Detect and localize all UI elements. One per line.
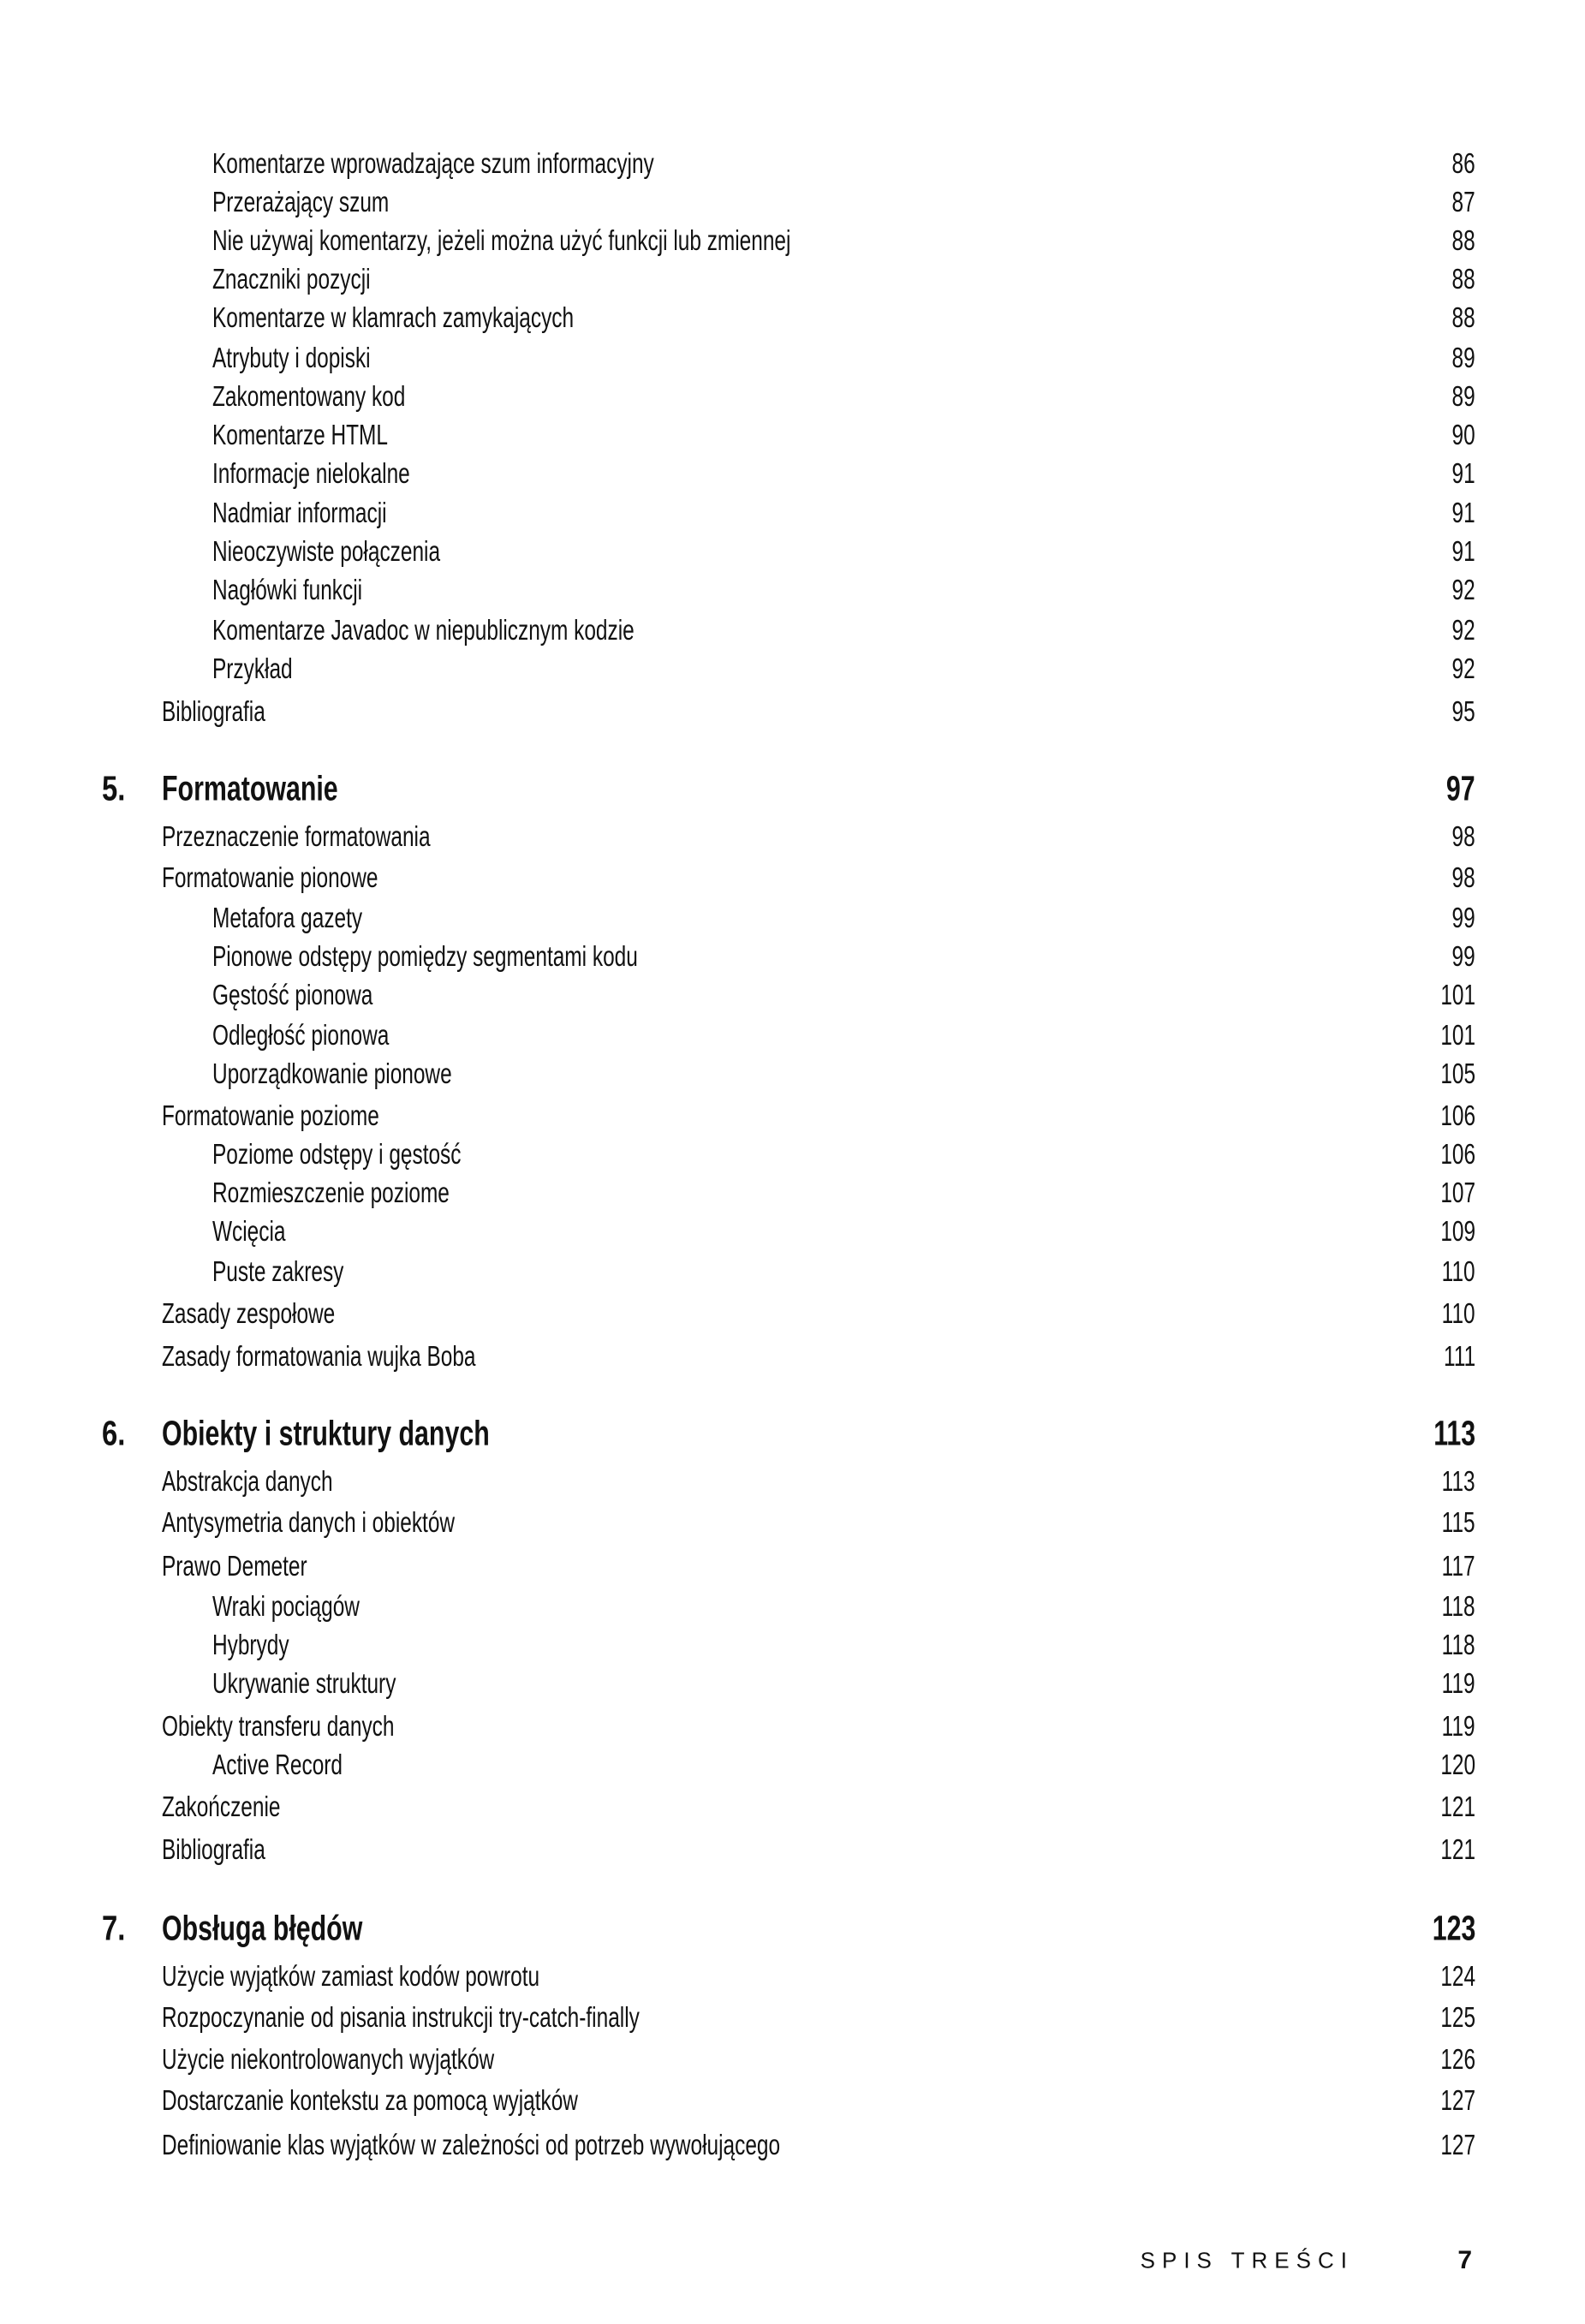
entry-page-number: 118	[1442, 1629, 1475, 1660]
running-footer-label: SPIS TREŚCI	[1140, 2247, 1354, 2273]
entry-page-number: 88	[1451, 301, 1475, 333]
chapter-number: 5.	[102, 768, 126, 808]
entry-page-number: 99	[1451, 940, 1475, 972]
entry-title: Zakomentowany kod	[212, 380, 406, 412]
entry-page-number: 113	[1442, 1465, 1475, 1497]
entry-title: Wraki pociągów	[212, 1590, 360, 1622]
entry-page-number: 91	[1451, 457, 1475, 489]
entry-title: Przerażający szum	[212, 186, 390, 218]
entry-page-number: 91	[1451, 497, 1475, 528]
entry-title: Komentarze w klamrach zamykających	[212, 301, 575, 333]
entry-title: Uporządkowanie pionowe	[212, 1058, 452, 1089]
entry-title: Hybrydy	[212, 1629, 289, 1660]
entry-page-number: 92	[1451, 653, 1475, 684]
entry-page-number: 99	[1451, 902, 1475, 933]
entry-page-number: 97	[1446, 768, 1475, 808]
entry-page-number: 110	[1442, 1297, 1475, 1329]
entry-title: Obiekty transferu danych	[162, 1710, 395, 1742]
entry-page-number: 88	[1451, 263, 1475, 295]
entry-title: Zasady formatowania wujka Boba	[162, 1340, 476, 1372]
entry-page-number: 98	[1451, 820, 1475, 852]
entry-page-number: 127	[1440, 2129, 1475, 2160]
toc-entry	[0, 1833, 1585, 1892]
entry-page-number: 125	[1440, 2001, 1475, 2033]
entry-title: Pionowe odstępy pomiędzy segmentami kodu	[212, 940, 638, 972]
entry-title: Prawo Demeter	[162, 1550, 307, 1582]
entry-title: Atrybuty i dopiski	[212, 342, 371, 373]
entry-title: Poziome odstępy i gęstość	[212, 1138, 462, 1170]
entry-page-number: 113	[1433, 1413, 1475, 1453]
entry-page-number: 106	[1440, 1099, 1475, 1131]
entry-page-number: 109	[1440, 1215, 1475, 1247]
entry-page-number: 123	[1432, 1908, 1475, 1948]
entry-title: Wcięcia	[212, 1215, 286, 1247]
entry-title: Bibliografia	[162, 695, 265, 727]
entry-page-number: 91	[1451, 535, 1475, 567]
entry-title: Przykład	[212, 653, 293, 684]
entry-title: Zasady zespołowe	[162, 1297, 336, 1329]
entry-title: Nie używaj komentarzy, jeżeli można użyć funkcji lub zmiennej	[212, 224, 791, 256]
entry-page-number: 105	[1440, 1058, 1475, 1089]
entry-page-number: 110	[1442, 1255, 1475, 1287]
entry-page-number: 89	[1451, 342, 1475, 373]
entry-page-number: 124	[1440, 1960, 1475, 1992]
entry-page-number: 117	[1442, 1550, 1475, 1582]
chapter-number: 6.	[102, 1413, 126, 1453]
entry-page-number: 121	[1440, 1791, 1475, 1822]
entry-page-number: 106	[1440, 1138, 1475, 1170]
entry-title: Zakończenie	[162, 1791, 281, 1822]
entry-title: Rozmieszczenie poziome	[212, 1177, 450, 1208]
entry-title: Metafora gazety	[212, 902, 363, 933]
entry-title: Definiowanie klas wyjątków w zależności od potrzeb wywołującego	[162, 2129, 781, 2160]
entry-page-number: 126	[1440, 2043, 1475, 2075]
page-number: 7	[1457, 2246, 1472, 2274]
entry-page-number: 92	[1451, 614, 1475, 646]
entry-title: Komentarze Javadoc w niepublicznym kodzie	[212, 614, 635, 646]
entry-title: Formatowanie poziome	[162, 1099, 379, 1131]
toc-entry	[0, 1340, 1585, 1399]
entry-title: Active Record	[212, 1749, 343, 1780]
entry-title: Odległość pionowa	[212, 1019, 390, 1051]
chapter-title: Obsługa błędów	[162, 1908, 363, 1948]
chapter-number: 7.	[102, 1908, 126, 1948]
entry-title: Przeznaczenie formatowania	[162, 820, 431, 852]
entry-title: Komentarze HTML	[212, 419, 388, 450]
entry-title: Znaczniki pozycji	[212, 263, 371, 295]
chapter-title: Formatowanie	[162, 768, 338, 808]
entry-page-number: 107	[1440, 1177, 1475, 1208]
entry-page-number: 111	[1443, 1340, 1475, 1372]
entry-page-number: 120	[1440, 1749, 1475, 1780]
entry-title: Dostarczanie kontekstu za pomocą wyjątków	[162, 2084, 578, 2116]
entry-page-number: 88	[1451, 224, 1475, 256]
entry-page-number: 87	[1451, 186, 1475, 218]
entry-page-number: 86	[1451, 147, 1475, 179]
entry-title: Bibliografia	[162, 1833, 265, 1865]
entry-title: Antysymetria danych i obiektów	[162, 1506, 456, 1538]
entry-title: Komentarze wprowadzające szum informacyjny	[212, 147, 654, 179]
entry-page-number: 89	[1451, 380, 1475, 412]
entry-title: Nieoczywiste połączenia	[212, 535, 441, 567]
entry-page-number: 119	[1442, 1710, 1475, 1742]
entry-title: Gęstość pionowa	[212, 979, 373, 1010]
toc-entry	[0, 2129, 1585, 2188]
entry-page-number: 101	[1440, 1019, 1475, 1051]
entry-title: Abstrakcja danych	[162, 1465, 333, 1497]
entry-page-number: 98	[1451, 861, 1475, 893]
entry-title: Ukrywanie struktury	[212, 1667, 396, 1699]
entry-page-number: 92	[1451, 574, 1475, 605]
entry-page-number: 101	[1440, 979, 1475, 1010]
entry-page-number: 90	[1451, 419, 1475, 450]
entry-page-number: 115	[1442, 1506, 1475, 1538]
toc-entry	[0, 695, 1585, 754]
chapter-title: Obiekty i struktury danych	[162, 1413, 490, 1453]
entry-title: Użycie niekontrolowanych wyjątków	[162, 2043, 495, 2075]
entry-title: Nagłówki funkcji	[212, 574, 363, 605]
entry-page-number: 127	[1440, 2084, 1475, 2116]
entry-title: Formatowanie pionowe	[162, 861, 378, 893]
entry-page-number: 95	[1451, 695, 1475, 727]
entry-page-number: 118	[1442, 1590, 1475, 1622]
entry-page-number: 121	[1440, 1833, 1475, 1865]
entry-title: Użycie wyjątków zamiast kodów powrotu	[162, 1960, 540, 1992]
entry-page-number: 119	[1442, 1667, 1475, 1699]
entry-title: Informacje nielokalne	[212, 457, 410, 489]
entry-title: Nadmiar informacji	[212, 497, 387, 528]
entry-title: Rozpoczynanie od pisania instrukcji try-catch-finally	[162, 2001, 640, 2033]
entry-title: Puste zakresy	[212, 1255, 344, 1287]
